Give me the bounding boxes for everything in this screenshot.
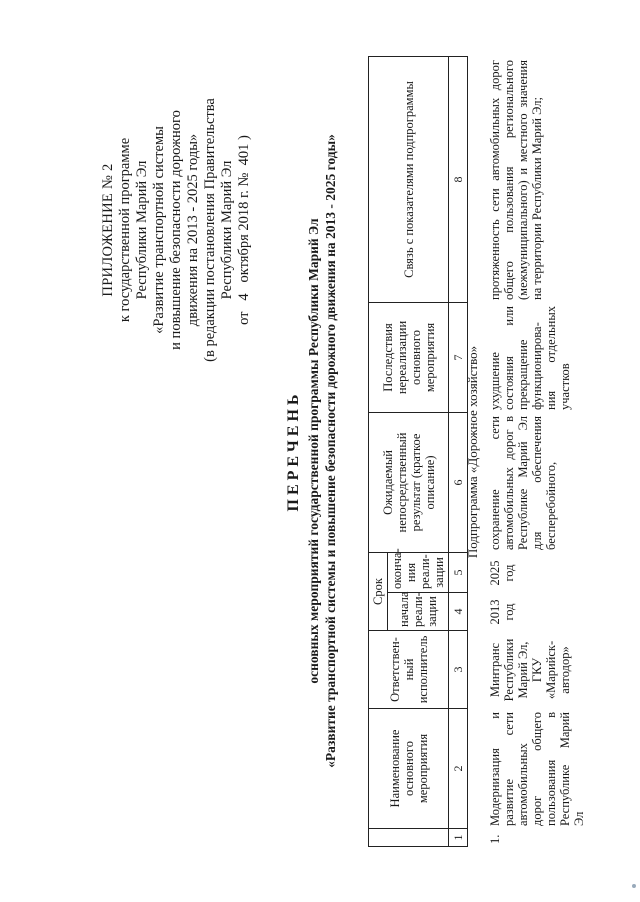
activity-consequence: ухудшение состояния или прекращение функционирова-ния отдельных участков	[488, 306, 572, 410]
header-cell-index	[369, 829, 449, 847]
appendix-line: и повышение безопасности дорожного	[168, 110, 184, 350]
column-number: 2	[449, 709, 468, 829]
document-number: 401	[236, 143, 252, 166]
date-close: )	[236, 135, 252, 140]
subprogram-heading: Подпрограмма «Дорожное хозяйство»	[465, 345, 480, 559]
appendix-stamp	[100, 40, 253, 420]
column-number: 5	[449, 552, 468, 592]
scan-dot	[632, 884, 636, 888]
activity-executor: Минтранс Республики Марий Эл, ГКУ «Марийск-автодор»	[488, 638, 572, 702]
activity-start: 2013 год	[488, 599, 516, 625]
document-subtitle	[305, 0, 339, 902]
activity-result: сохранение сети автомобильных дорог в Республике Марий Эл для обеспечения бесперебойного,	[488, 416, 558, 550]
appendix-line: «Развитие транспортной системы	[151, 126, 167, 334]
activities-table-header	[368, 56, 468, 847]
column-number: 4	[449, 593, 468, 631]
appendix-line: движения на 2013 - 2025 годы»	[185, 133, 201, 327]
header-cell-consequence: Последствия нереализации основного мероприятия	[369, 302, 449, 412]
edition-date-line	[236, 40, 253, 420]
activity-indicator-link: протяженность сети автомобильных дорог общего пользования регионального (межмуниципального) и местного значения на территории Республики Марий Эл;	[488, 60, 544, 300]
table-row	[486, 57, 588, 847]
appendix-line: Республики Марий Эл	[219, 160, 235, 300]
subtitle-line: «Развитие транспортной системы и повышение безопасности дорожного движения на 2013 - 2025 годы»	[323, 134, 338, 768]
subtitle-line: основных мероприятий государственной программы Республики Марий Эл	[306, 218, 321, 684]
column-number: 8	[449, 56, 468, 302]
appendix-line: (в редакции постановления Правительства	[202, 98, 218, 362]
activities-table-body	[486, 57, 588, 847]
column-number: 1	[449, 829, 468, 847]
activity-end: 2025 год	[488, 560, 516, 586]
date-prefix: от	[236, 311, 252, 325]
header-cell-executor: Ответствен-ный исполнитель	[369, 631, 449, 709]
column-number: 6	[449, 412, 468, 552]
header-cell-end: оконча-ния реали-зации	[388, 552, 449, 592]
document-title: ПЕРЕЧЕНЬ	[285, 390, 302, 512]
appendix-line: к государственной программе	[117, 137, 133, 323]
header-cell-indicator-link: Связь с показателями подпрограммы	[369, 56, 449, 302]
date-rest: октября 2018 г. №	[236, 172, 252, 283]
date-day: 4	[236, 293, 252, 301]
row-number: 1.	[488, 834, 502, 844]
column-number: 7	[449, 302, 468, 412]
header-cell-start: начала реали-зации	[388, 593, 449, 631]
appendix-heading: ПРИЛОЖЕНИЕ № 2	[100, 163, 116, 297]
header-cell-term: Срок	[369, 552, 388, 630]
appendix-line: Республики Марий Эл	[134, 160, 150, 300]
column-number: 3	[449, 631, 468, 709]
header-cell-result: Ожидаемый непосредственный результат (краткое описание)	[369, 412, 449, 552]
activity-name: Модернизация и развитие сети автомобильных дорог общего пользования в Республике Марий Эл	[488, 712, 586, 826]
header-cell-name: Наименование основного мероприятия	[369, 709, 449, 829]
